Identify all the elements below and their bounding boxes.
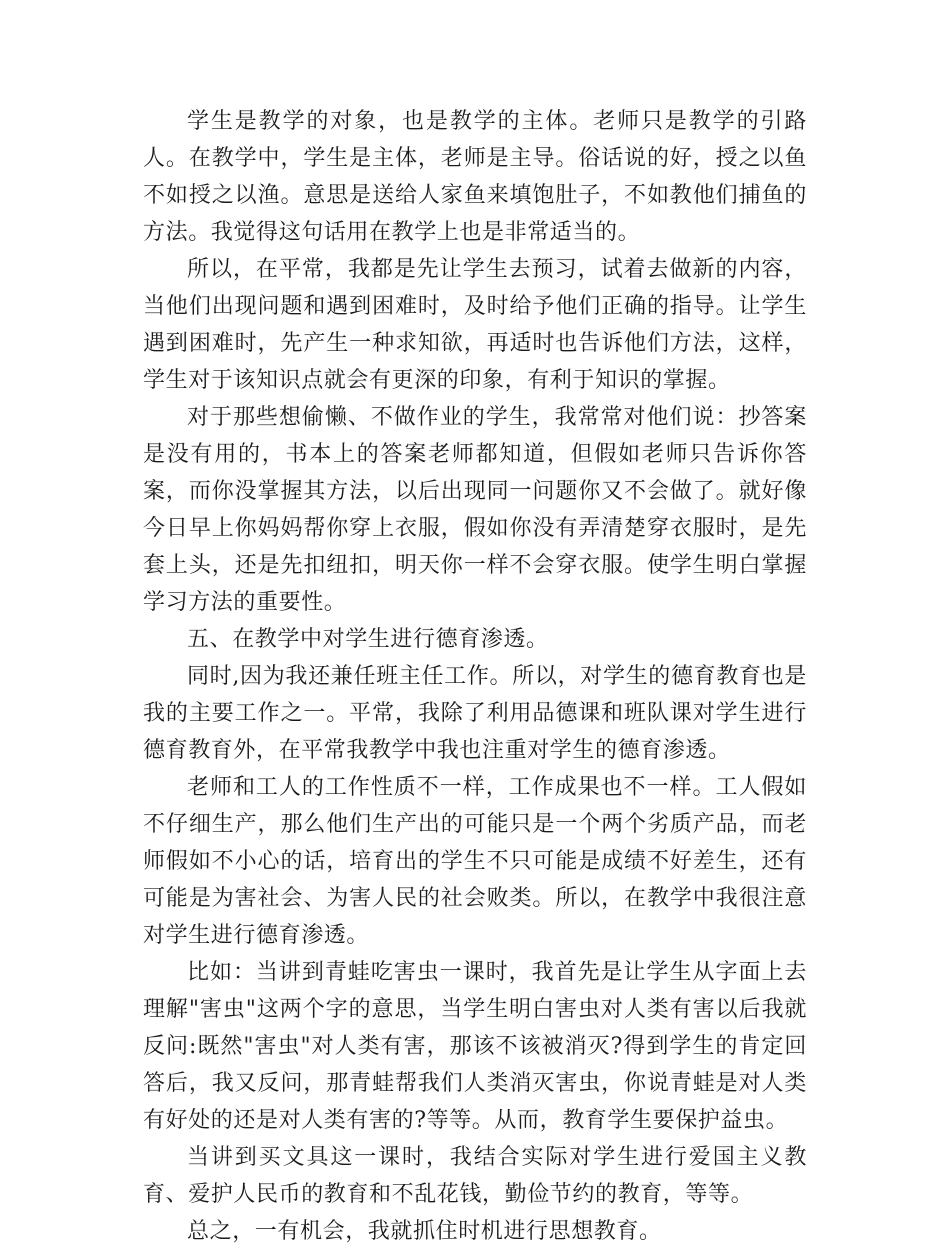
paragraph: 总之，一有机会，我就抓住时机进行思想教育。 [187, 1219, 662, 1244]
paragraph: 老师和工人的工作性质不一样，工作成果也不一样。工人假如不仔细生产，那么他们生产出的可能只是一个两个劣质产品，而老师假如不小心的话，培育出的学生不只可能是成绩不好差生，还有可能是为害社会、为害人民的社会败类。所以，在教学中我很注意对学生进行德育渗透。 [143, 775, 807, 948]
paragraph: 学生是教学的对象，也是教学的主体。老师只是教学的引路人。在教学中，学生是主体，老师是主导。俗话说的好，授之以鱼不如授之以渔。意思是送给人家鱼来填饱肚子，不如教他们捕鱼的方法。我觉得这句话用在教学上也是非常适当的。 [143, 109, 807, 245]
paragraph: 所以，在平常，我都是先让学生去预习，试着去做新的内容，当他们出现问题和遇到困难时，及时给予他们正确的指导。让学生遇到困难时，先产生一种求知欲，再适时也告诉他们方法，这样，学生对于该知识点就会有更深的印象，有利于知识的掌握。 [143, 257, 807, 393]
section-heading: 五、在教学中对学生进行德育渗透。 [187, 627, 549, 652]
document-body [143, 103, 807, 1250]
paragraph: 比如：当讲到青蛙吃害虫一课时，我首先是让学生从字面上去理解"害虫"这两个字的意思，当学生明白害虫对人类有害以后我就反问:既然"害虫"对人类有害，那该不该被消灭?得到学生的肯定回答后，我又反问，那青蛙帮我们人类消灭害虫，你说青蛙是对人类有好处的还是对人类有害的?等等。从而，教育学生要保护益虫。 [143, 960, 807, 1133]
paragraph: 当讲到买文具这一课时，我结合实际对学生进行爱国主义教育、爱护人民币的教育和不乱花钱，勤俭节约的教育，等等。 [143, 1145, 807, 1207]
paragraph: 对于那些想偷懒、不做作业的学生，我常常对他们说：抄答案是没有用的，书本上的答案老师都知道，但假如老师只告诉你答案，而你没掌握其方法，以后出现同一问题你又不会做了。就好像今日早上你妈妈帮你穿上衣服，假如你没有弄清楚穿衣服时，是先套上头，还是先扣纽扣，明天你一样不会穿衣服。使学生明白掌握学习方法的重要性。 [143, 405, 807, 615]
paragraph: 同时,因为我还兼任班主任工作。所以，对学生的德育教育也是我的主要工作之一。平常，我除了利用品德课和班队课对学生进行德育教育外，在平常我教学中我也注重对学生的德育渗透。 [143, 664, 807, 763]
